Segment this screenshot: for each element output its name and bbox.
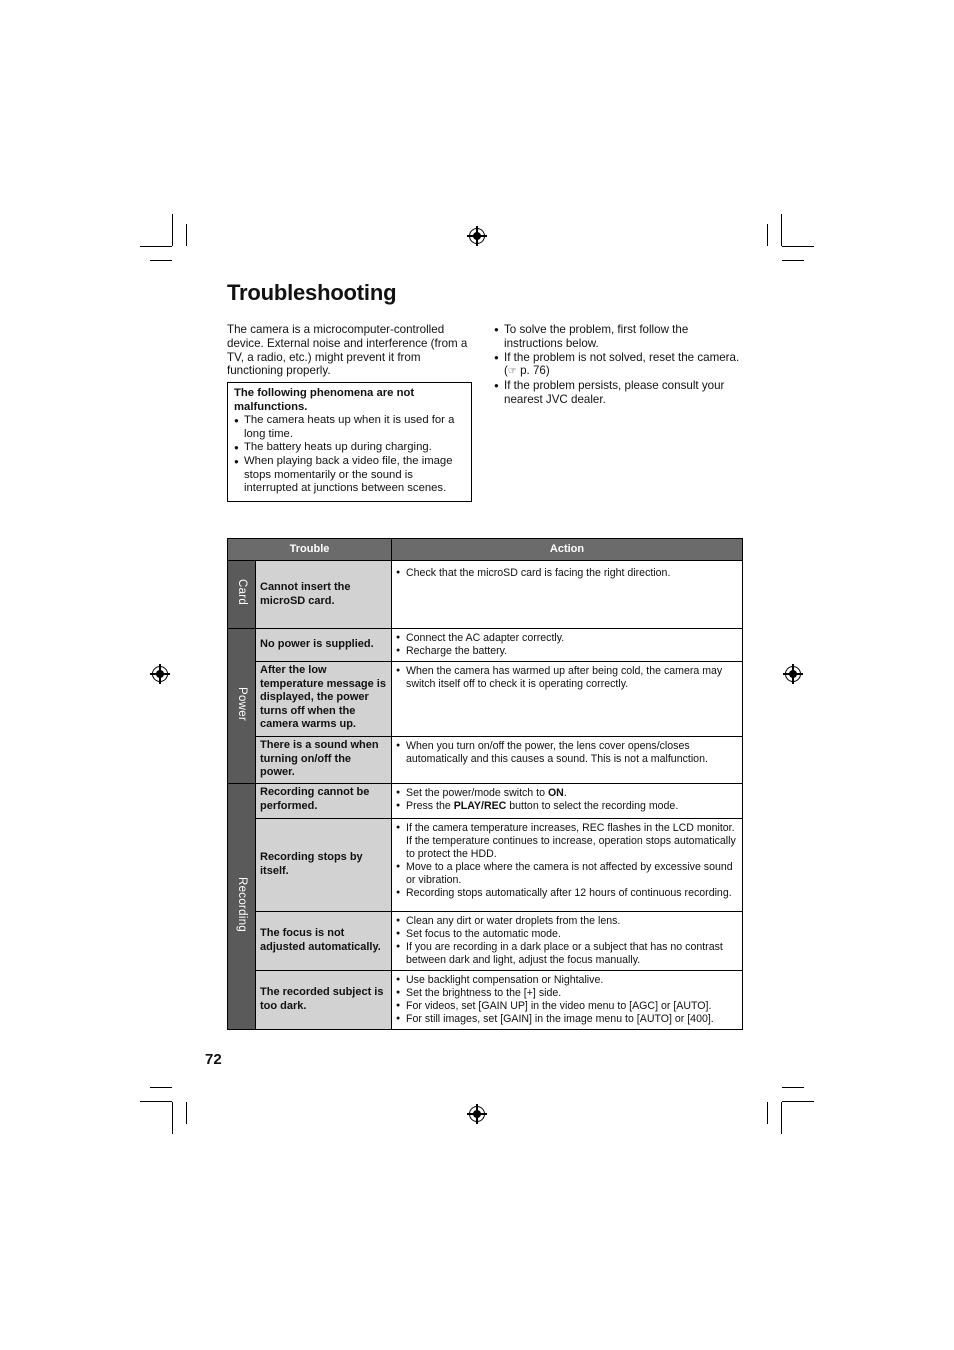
action-cell	[392, 912, 743, 971]
page-number: 72	[205, 1051, 222, 1068]
table-row	[228, 629, 743, 662]
table-row	[228, 784, 743, 819]
crop-mark	[172, 1102, 173, 1134]
list-item: ● For videos, set [GAIN UP] in the video menu to [AGC] or [AUTO].	[396, 1000, 738, 1013]
category-recording: Recording	[228, 784, 256, 1030]
trouble-cell: No power is supplied.	[256, 629, 392, 662]
note-heading: The following phenomena are not malfunctions.	[234, 387, 415, 413]
list-item: ● For still images, set [GAIN] in the image menu to [AUTO] or [400].	[396, 1013, 738, 1026]
crop-mark	[186, 224, 187, 246]
list-item: ● Check that the microSD card is facing the right direction.	[396, 567, 738, 580]
column-header-action: Action	[392, 539, 743, 561]
crop-mark	[150, 1087, 172, 1088]
crop-mark	[767, 224, 768, 246]
crop-mark	[781, 1102, 782, 1134]
table-row	[228, 912, 743, 971]
trouble-cell: Recording cannot be performed.	[256, 784, 392, 819]
list-item: ● Recording stops automatically after 12 hours of continuous recording.	[396, 887, 738, 900]
action-cell	[392, 662, 743, 737]
list-item: ● Use backlight compensation or Nightalive.	[396, 974, 738, 987]
crop-mark	[140, 1101, 172, 1102]
action-cell	[392, 629, 743, 662]
list-item: ● Connect the AC adapter correctly.	[396, 632, 738, 645]
crop-mark	[150, 260, 172, 261]
category-card: Card	[228, 561, 256, 629]
note-list	[234, 414, 464, 496]
list-item: ● Move to a place where the camera is not affected by excessive sound or vibration.	[396, 861, 738, 887]
not-malfunctions-box	[227, 382, 472, 502]
crop-mark	[782, 1087, 804, 1088]
table-row	[228, 662, 743, 737]
trouble-cell: Cannot insert the microSD card.	[256, 561, 392, 629]
list-item: ● When the camera has warmed up after being cold, the camera may switch itself off to check it is operating correctly.	[396, 665, 738, 691]
page-reference-icon: ☞	[507, 366, 517, 378]
registration-mark-icon	[469, 228, 485, 244]
list-item: ● When you turn on/off the power, the lens cover opens/closes automatically and this causes a sound. This is not a malfunction.	[396, 740, 738, 766]
list-item: ● Set focus to the automatic mode.	[396, 928, 738, 941]
action-cell	[392, 971, 743, 1030]
list-item: ● To solve the problem, first follow the instructions below.	[494, 323, 744, 351]
action-cell	[392, 819, 743, 912]
trouble-cell: After the low temperature message is displayed, the power turns off when the camera warms up.	[256, 662, 392, 737]
page-title: Troubleshooting	[227, 280, 397, 305]
crop-mark	[172, 214, 173, 246]
table-header-row	[228, 539, 743, 561]
intro-paragraph: The camera is a microcomputer-controlled device. External noise and interference (from a TV, a radio, etc.) might prevent it from functioning properly.	[227, 323, 468, 378]
list-item: ● Recharge the battery.	[396, 645, 738, 658]
list-item: ● When playing back a video file, the image stops momentarily or the sound is interrupted at junctions between scenes.	[234, 455, 464, 496]
trouble-cell: Recording stops by itself.	[256, 819, 392, 912]
page-reference: p. 76	[520, 364, 546, 378]
list-item: ● Set the brightness to the [+] side.	[396, 987, 738, 1000]
list-item: ● If the problem is not solved, reset the camera. (☞ p. 76)	[494, 351, 744, 380]
registration-mark-icon	[152, 666, 168, 682]
crop-mark	[782, 260, 804, 261]
list-item: ● The camera heats up when it is used for a long time.	[234, 414, 464, 441]
action-cell	[392, 784, 743, 819]
list-item: ● If the camera temperature increases, REC flashes in the LCD monitor. If the temperature continues to increase, operation stops automatically to protect the HDD.	[396, 822, 738, 861]
registration-mark-icon	[785, 666, 801, 682]
table-row	[228, 971, 743, 1030]
troubleshooting-table	[227, 538, 743, 1030]
category-power: Power	[228, 629, 256, 784]
trouble-cell: The recorded subject is too dark.	[256, 971, 392, 1030]
table-row	[228, 737, 743, 784]
crop-mark	[186, 1102, 187, 1124]
list-item: ● If you are recording in a dark place or a subject that has no contrast between dark and light, adjust the focus manually.	[396, 941, 738, 967]
list-item: ● Clean any dirt or water droplets from the lens.	[396, 915, 738, 928]
trouble-cell: The focus is not adjusted automatically.	[256, 912, 392, 971]
crop-mark	[782, 1101, 814, 1102]
crop-mark	[140, 246, 172, 247]
table-row	[228, 819, 743, 912]
list-item: ● The battery heats up during charging.	[234, 441, 464, 455]
list-item: ● Press the PLAY/REC button to select the recording mode.	[396, 800, 738, 813]
column-header-trouble: Trouble	[228, 539, 392, 561]
instructions-list	[494, 323, 744, 407]
crop-mark	[782, 246, 814, 247]
list-item: ● Set the power/mode switch to ON.	[396, 787, 738, 800]
list-item: ● If the problem persists, please consult your nearest JVC dealer.	[494, 379, 744, 407]
registration-mark-icon	[469, 1106, 485, 1122]
action-cell	[392, 737, 743, 784]
trouble-cell: There is a sound when turning on/off the power.	[256, 737, 392, 784]
table-row	[228, 561, 743, 629]
action-cell	[392, 561, 743, 629]
crop-mark	[781, 214, 782, 246]
crop-mark	[767, 1102, 768, 1124]
